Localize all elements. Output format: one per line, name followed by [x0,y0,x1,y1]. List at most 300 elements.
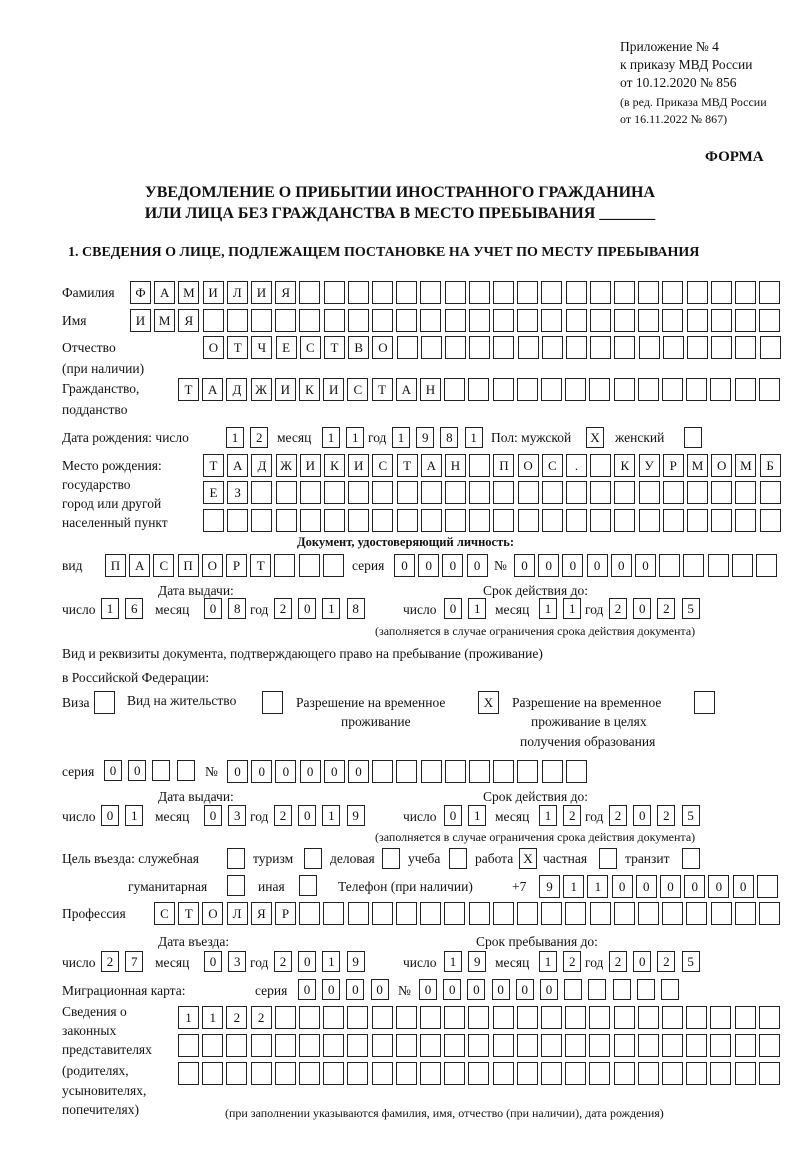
char-box[interactable] [638,1006,659,1029]
char-box[interactable]: 0 [538,554,559,577]
char-box[interactable]: 1 [563,598,581,619]
char-box[interactable]: 0 [636,875,657,898]
char-box[interactable] [300,509,321,532]
char-box[interactable]: 0 [467,979,485,1000]
char-box[interactable] [590,281,611,304]
char-box[interactable] [445,760,466,783]
char-box[interactable] [469,309,490,332]
char-box[interactable] [517,1034,538,1057]
char-box[interactable]: 0 [275,760,296,783]
char-box[interactable] [589,1034,610,1057]
char-box[interactable] [324,309,345,332]
char-box[interactable] [711,309,732,332]
char-box[interactable]: 1 [539,598,557,619]
char-box[interactable] [323,554,344,577]
checkbox[interactable]: X [586,427,604,448]
char-box[interactable]: 7 [125,951,143,972]
char-box[interactable] [662,378,683,401]
char-box[interactable] [347,1006,368,1029]
char-box[interactable]: Е [276,336,297,359]
char-box[interactable] [468,1006,489,1029]
char-box[interactable]: И [323,378,344,401]
char-box[interactable] [759,378,780,401]
char-box[interactable] [735,378,756,401]
char-box[interactable] [663,481,684,504]
char-box[interactable]: О [202,902,223,925]
char-box[interactable] [589,1062,610,1085]
char-box[interactable] [564,979,582,1000]
char-box[interactable] [469,481,490,504]
char-box[interactable] [469,454,490,477]
char-box[interactable]: 9 [539,875,560,898]
char-box[interactable] [687,309,708,332]
char-box[interactable]: 1 [468,598,486,619]
char-box[interactable] [638,902,659,925]
char-box[interactable] [202,1062,223,1085]
char-box[interactable] [177,760,195,781]
char-box[interactable] [372,760,393,783]
char-box[interactable]: А [202,378,223,401]
char-box[interactable] [469,281,490,304]
char-box[interactable] [323,1034,344,1057]
char-box[interactable]: А [154,281,175,304]
checkbox[interactable] [227,875,245,896]
char-box[interactable] [687,281,708,304]
char-box[interactable]: К [324,454,345,477]
char-box[interactable]: 0 [444,598,462,619]
char-box[interactable]: 0 [708,875,729,898]
char-box[interactable] [590,454,611,477]
char-box[interactable]: 1 [346,427,364,448]
char-box[interactable] [590,509,611,532]
char-box[interactable]: 5 [682,598,700,619]
char-box[interactable]: 9 [468,951,486,972]
char-box[interactable] [711,281,732,304]
char-box[interactable]: 0 [251,760,272,783]
char-box[interactable]: 0 [444,805,462,826]
char-box[interactable] [517,1062,538,1085]
char-box[interactable] [639,481,660,504]
char-box[interactable] [711,509,732,532]
char-box[interactable] [397,336,418,359]
char-box[interactable]: 0 [562,554,583,577]
char-box[interactable]: 0 [298,598,316,619]
char-box[interactable]: О [518,454,539,477]
char-box[interactable]: 1 [178,1006,199,1029]
char-box[interactable] [735,902,756,925]
char-box[interactable]: 1 [392,427,410,448]
char-box[interactable] [348,309,369,332]
char-box[interactable]: . [566,454,587,477]
char-box[interactable] [710,1034,731,1057]
char-box[interactable]: С [347,378,368,401]
char-box[interactable] [469,760,490,783]
char-box[interactable]: 0 [516,979,534,1000]
char-box[interactable] [760,481,781,504]
char-box[interactable] [420,309,441,332]
char-box[interactable] [686,1062,707,1085]
char-box[interactable]: 0 [467,554,488,577]
char-box[interactable]: А [421,454,442,477]
char-box[interactable]: 2 [274,598,292,619]
char-box[interactable] [686,1034,707,1057]
char-box[interactable] [639,336,660,359]
char-box[interactable] [662,1062,683,1085]
char-box[interactable]: Я [178,309,199,332]
char-box[interactable]: 1 [226,427,244,448]
char-box[interactable] [347,1062,368,1085]
char-box[interactable]: 0 [442,554,463,577]
char-box[interactable]: Р [275,902,296,925]
char-box[interactable] [638,281,659,304]
char-box[interactable]: 0 [348,760,369,783]
char-box[interactable]: 1 [322,598,340,619]
char-box[interactable] [589,378,610,401]
char-box[interactable] [735,281,756,304]
char-box[interactable]: 0 [298,979,316,1000]
char-box[interactable] [565,902,586,925]
char-box[interactable] [227,309,248,332]
checkbox[interactable] [694,691,715,714]
char-box[interactable] [226,1062,247,1085]
char-box[interactable]: 2 [609,951,627,972]
char-box[interactable] [614,1062,635,1085]
char-box[interactable] [686,902,707,925]
char-box[interactable] [566,309,587,332]
char-box[interactable] [372,1006,393,1029]
char-box[interactable]: М [178,281,199,304]
char-box[interactable]: И [348,454,369,477]
char-box[interactable]: 0 [733,875,754,898]
char-box[interactable] [444,1062,465,1085]
char-box[interactable]: 2 [226,1006,247,1029]
char-box[interactable] [202,1034,223,1057]
char-box[interactable]: 0 [540,979,558,1000]
char-box[interactable] [663,336,684,359]
char-box[interactable] [251,1034,272,1057]
char-box[interactable]: Т [397,454,418,477]
char-box[interactable] [299,1034,320,1057]
char-box[interactable] [420,1062,441,1085]
char-box[interactable] [711,336,732,359]
char-box[interactable] [662,1006,683,1029]
char-box[interactable]: 3 [228,805,246,826]
char-box[interactable] [445,281,466,304]
char-box[interactable]: 0 [514,554,535,577]
char-box[interactable]: 0 [346,979,364,1000]
char-box[interactable]: 1 [539,805,557,826]
char-box[interactable]: М [154,309,175,332]
char-box[interactable] [493,1006,514,1029]
char-box[interactable]: 0 [322,979,340,1000]
char-box[interactable] [662,309,683,332]
char-box[interactable]: У [639,454,660,477]
char-box[interactable]: 2 [657,598,675,619]
char-box[interactable]: П [178,554,199,577]
char-box[interactable] [760,509,781,532]
char-box[interactable] [735,309,756,332]
char-box[interactable]: З [227,481,248,504]
char-box[interactable] [493,281,514,304]
char-box[interactable]: Б [760,454,781,477]
char-box[interactable] [541,309,562,332]
char-box[interactable] [638,1034,659,1057]
checkbox[interactable] [684,427,702,448]
char-box[interactable] [275,309,296,332]
char-box[interactable]: 2 [609,598,627,619]
char-box[interactable] [276,481,297,504]
char-box[interactable]: 2 [609,805,627,826]
char-box[interactable]: 2 [657,805,675,826]
char-box[interactable] [566,509,587,532]
char-box[interactable]: Р [226,554,247,577]
char-box[interactable] [445,336,466,359]
char-box[interactable] [323,1006,344,1029]
char-box[interactable] [397,509,418,532]
char-box[interactable]: М [735,454,756,477]
char-box[interactable] [614,336,635,359]
char-box[interactable] [541,902,562,925]
char-box[interactable]: С [153,554,174,577]
char-box[interactable] [493,481,514,504]
char-box[interactable] [542,760,563,783]
char-box[interactable] [372,1062,393,1085]
char-box[interactable] [323,902,344,925]
char-box[interactable] [542,509,563,532]
char-box[interactable]: Т [178,902,199,925]
char-box[interactable] [662,902,683,925]
char-box[interactable] [372,309,393,332]
char-box[interactable] [469,509,490,532]
char-box[interactable] [299,281,320,304]
char-box[interactable] [445,481,466,504]
char-box[interactable] [541,378,562,401]
char-box[interactable] [565,1034,586,1057]
char-box[interactable]: И [203,281,224,304]
char-box[interactable] [541,281,562,304]
char-box[interactable] [444,1034,465,1057]
char-box[interactable] [687,481,708,504]
char-box[interactable]: 3 [228,951,246,972]
char-box[interactable]: 0 [204,951,222,972]
char-box[interactable]: 2 [563,805,581,826]
char-box[interactable]: Т [227,336,248,359]
char-box[interactable] [444,902,465,925]
char-box[interactable] [348,281,369,304]
char-box[interactable] [275,1062,296,1085]
char-box[interactable] [420,1006,441,1029]
char-box[interactable]: 0 [443,979,461,1000]
char-box[interactable] [541,1006,562,1029]
char-box[interactable]: 9 [347,951,365,972]
char-box[interactable] [348,509,369,532]
char-box[interactable]: И [300,454,321,477]
char-box[interactable] [566,481,587,504]
char-box[interactable]: С [300,336,321,359]
char-box[interactable] [493,336,514,359]
char-box[interactable]: 9 [416,427,434,448]
char-box[interactable] [590,902,611,925]
char-box[interactable]: О [202,554,223,577]
char-box[interactable] [735,481,756,504]
char-box[interactable] [711,902,732,925]
char-box[interactable]: 0 [684,875,705,898]
char-box[interactable] [735,336,756,359]
char-box[interactable] [757,875,778,898]
checkbox[interactable] [262,691,283,714]
char-box[interactable] [541,1062,562,1085]
char-box[interactable] [372,281,393,304]
char-box[interactable] [637,979,655,1000]
char-box[interactable] [493,1034,514,1057]
char-box[interactable]: 2 [657,951,675,972]
char-box[interactable] [396,1062,417,1085]
char-box[interactable]: Т [203,454,224,477]
char-box[interactable] [566,760,587,783]
char-box[interactable]: 0 [492,979,510,1000]
char-box[interactable] [178,1062,199,1085]
char-box[interactable]: 0 [298,805,316,826]
char-box[interactable]: К [299,378,320,401]
char-box[interactable] [251,481,272,504]
char-box[interactable]: 1 [125,805,143,826]
char-box[interactable] [299,554,320,577]
char-box[interactable]: Ф [130,281,151,304]
char-box[interactable] [323,1062,344,1085]
char-box[interactable]: А [396,378,417,401]
char-box[interactable]: Ч [251,336,272,359]
char-box[interactable]: Я [251,902,272,925]
char-box[interactable]: 1 [444,951,462,972]
char-box[interactable] [469,902,490,925]
char-box[interactable]: 0 [394,554,415,577]
char-box[interactable] [517,902,538,925]
char-box[interactable] [590,336,611,359]
char-box[interactable] [686,1006,707,1029]
char-box[interactable] [396,1006,417,1029]
char-box[interactable]: Т [372,378,393,401]
char-box[interactable]: 8 [440,427,458,448]
char-box[interactable] [711,481,732,504]
char-box[interactable]: В [348,336,369,359]
char-box[interactable]: 1 [101,598,119,619]
checkbox[interactable] [599,848,617,869]
char-box[interactable] [710,1062,731,1085]
char-box[interactable]: К [614,454,635,477]
char-box[interactable]: О [372,336,393,359]
char-box[interactable] [348,902,369,925]
char-box[interactable]: 0 [300,760,321,783]
char-box[interactable] [274,554,295,577]
char-box[interactable] [493,902,514,925]
char-box[interactable] [565,1062,586,1085]
char-box[interactable] [541,1034,562,1057]
char-box[interactable]: 2 [251,1006,272,1029]
char-box[interactable] [659,554,680,577]
char-box[interactable] [687,336,708,359]
char-box[interactable]: А [129,554,150,577]
char-box[interactable]: С [372,454,393,477]
char-box[interactable]: 1 [322,951,340,972]
char-box[interactable] [445,309,466,332]
char-box[interactable] [445,509,466,532]
char-box[interactable]: Т [178,378,199,401]
char-box[interactable] [662,1034,683,1057]
char-box[interactable]: 0 [633,598,651,619]
char-box[interactable] [732,554,753,577]
char-box[interactable] [518,336,539,359]
char-box[interactable]: 1 [322,805,340,826]
checkbox[interactable] [682,848,700,869]
char-box[interactable] [178,1034,199,1057]
char-box[interactable]: И [130,309,151,332]
char-box[interactable] [518,481,539,504]
char-box[interactable]: Н [445,454,466,477]
char-box[interactable] [468,378,489,401]
char-box[interactable] [203,509,224,532]
char-box[interactable] [468,1062,489,1085]
char-box[interactable] [614,309,635,332]
checkbox[interactable] [382,848,400,869]
char-box[interactable]: Н [420,378,441,401]
char-box[interactable]: 0 [635,554,656,577]
char-box[interactable] [638,309,659,332]
char-box[interactable] [710,378,731,401]
char-box[interactable] [276,509,297,532]
char-box[interactable] [614,902,635,925]
char-box[interactable] [759,281,780,304]
char-box[interactable] [639,509,660,532]
char-box[interactable] [566,281,587,304]
char-box[interactable] [444,1006,465,1029]
checkbox[interactable]: X [519,848,537,869]
char-box[interactable] [590,481,611,504]
char-box[interactable]: 0 [204,805,222,826]
char-box[interactable] [420,1034,441,1057]
char-box[interactable] [638,1062,659,1085]
char-box[interactable] [613,979,631,1000]
char-box[interactable] [517,1006,538,1029]
char-box[interactable] [759,1062,780,1085]
char-box[interactable] [517,281,538,304]
checkbox[interactable] [227,848,245,869]
char-box[interactable] [493,1062,514,1085]
char-box[interactable] [517,760,538,783]
char-box[interactable]: 0 [128,760,146,781]
char-box[interactable] [708,554,729,577]
char-box[interactable] [663,509,684,532]
char-box[interactable] [396,309,417,332]
char-box[interactable]: 0 [612,875,633,898]
char-box[interactable]: 1 [563,875,584,898]
char-box[interactable] [517,309,538,332]
checkbox[interactable] [304,848,322,869]
char-box[interactable]: 0 [104,760,122,781]
char-box[interactable]: 5 [682,805,700,826]
char-box[interactable] [614,1006,635,1029]
char-box[interactable]: 0 [633,805,651,826]
char-box[interactable]: Е [203,481,224,504]
char-box[interactable] [756,554,777,577]
char-box[interactable]: С [154,902,175,925]
char-box[interactable] [735,1062,756,1085]
char-box[interactable] [421,336,442,359]
char-box[interactable] [251,509,272,532]
char-box[interactable] [152,760,170,781]
char-box[interactable] [683,554,704,577]
char-box[interactable]: 8 [228,598,246,619]
checkbox[interactable] [299,875,317,896]
